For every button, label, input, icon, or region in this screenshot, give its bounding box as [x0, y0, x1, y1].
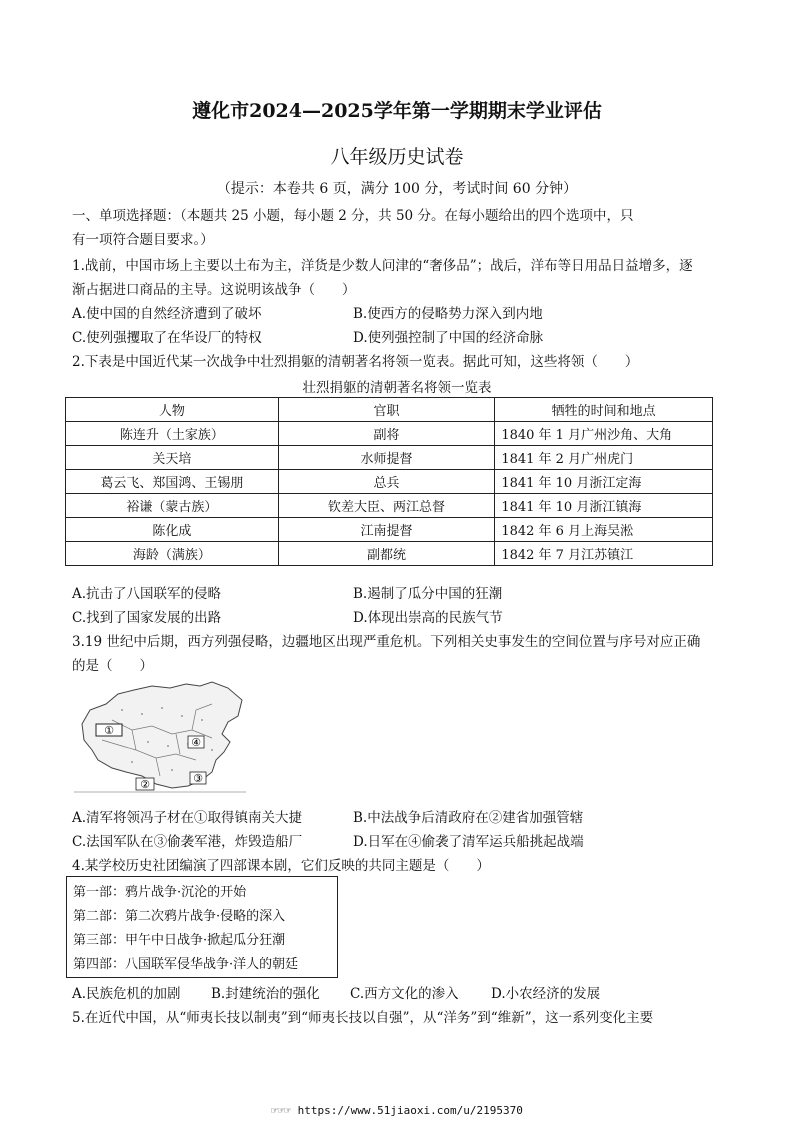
table-cell: 1841 年 10 月浙江镇海: [495, 494, 713, 518]
q1-option-a: A.使中国的自然经济遭到了破坏: [72, 306, 262, 322]
q1-stem-line1: 1.战前，中国市场上主要以土布为主，洋货是少数人问津的“奢侈品”；战后，洋布等日用品日益增多，逐: [72, 258, 693, 274]
q4-part-4: 第四部：八国联军侵华战争·洋人的朝廷: [73, 957, 299, 972]
table-cell: 水师提督: [278, 446, 495, 470]
q2-option-b: B.遏制了瓜分中国的狂潮: [353, 586, 503, 602]
table-cell: 总兵: [278, 470, 495, 494]
table-cell: 1841 年 10 月浙江定海: [495, 470, 713, 494]
table-cell: 钦差大臣、两江总督: [278, 494, 495, 518]
q5-stem-line1: 5.在近代中国，从“师夷长技以制夷”到“师夷长技以自强”，从“洋务”到“维新”，这一系列变化主要: [72, 1010, 654, 1026]
exam-hint: （提示：本卷共 6 页，满分 100 分，考试时间 60 分钟）: [216, 181, 578, 197]
q1-option-b: B.使西方的侵略势力深入到内地: [353, 306, 543, 322]
table-header-cell: 人物: [66, 398, 279, 422]
table-row: [66, 446, 713, 470]
table-cell: 1842 年 6 月上海吴淞: [495, 518, 713, 542]
footer-link[interactable]: ☞☞☞ https://www.51jiaoxi.com/u/2195370: [271, 1104, 523, 1117]
exam-title: [0, 96, 794, 123]
section-heading-line1: 一、单项选择题：（本题共 25 小题，每小题 2 分，共 50 分。在每小题给出的四个选项中，只: [72, 208, 634, 224]
q1-stem-line2: 渐占据进口商品的主导。这说明该战争（ ）: [72, 282, 356, 298]
table-row: [66, 518, 713, 542]
q3-option-b: B.中法战争后清政府在②建省加强管辖: [353, 810, 584, 826]
q4-option-a: A.民族危机的加剧: [72, 986, 181, 1002]
generals-table: [65, 397, 713, 566]
table-header-row: [66, 398, 713, 422]
q2-table-title: 壮烈捐躯的清朝著名将领一览表: [302, 380, 492, 396]
table-cell: 陈化成: [66, 518, 279, 542]
title-years: 2024—2025: [249, 100, 374, 122]
q3-stem-line1: 3.19 世纪中后期，西方列强侵略，边疆地区出现严重危机。下列相关史事发生的空间位置与序号对应正确: [72, 634, 701, 650]
table-header-cell: 牺牲的时间和地点: [495, 398, 713, 422]
table-cell: 海龄（满族）: [66, 542, 279, 566]
table-cell: 裕谦（蒙古族）: [66, 494, 279, 518]
table-cell: 关天培: [66, 446, 279, 470]
exam-subtitle: 八年级历史试卷: [330, 146, 464, 168]
q4-option-c: C.西方文化的渗入: [350, 986, 459, 1002]
map-marker-2: ②: [140, 778, 150, 791]
q2-option-d: D.体现出崇高的民族气节: [353, 610, 503, 626]
table-row: [66, 542, 713, 566]
table-cell: 1840 年 1 月广州沙角、大角: [495, 422, 713, 446]
q3-stem-line2: 的是（ ）: [72, 658, 153, 674]
q2-option-c: C.找到了国家发展的出路: [72, 610, 222, 626]
title-suffix: 学年第一学期期末学业评估: [373, 100, 602, 122]
table-cell: 副将: [278, 422, 495, 446]
table-cell: 1841 年 2 月广州虎门: [495, 446, 713, 470]
q4-part-2: 第二部：第二次鸦片战争·侵略的深入: [73, 909, 286, 924]
table-row: [66, 470, 713, 494]
table-header-cell: 官职: [278, 398, 495, 422]
q4-drama-box: [66, 876, 338, 978]
q2-stem: 2.下表是中国近代某一次战争中壮烈捐躯的清朝著名将领一览表。据此可知，这些将领（ ）: [72, 354, 639, 370]
map-marker-1: ①: [104, 724, 114, 737]
table-cell: 副都统: [278, 542, 495, 566]
table-row: [66, 494, 713, 518]
q3-option-a: A.清军将领冯子材在①取得镇南关大捷: [72, 810, 303, 826]
table-row: [66, 422, 713, 446]
q3-option-c: C.法国军队在③偷袭军港，炸毁造船厂: [72, 834, 303, 850]
table-cell: 江南提督: [278, 518, 495, 542]
table-cell: 陈连升（土家族）: [66, 422, 279, 446]
title-prefix: 遵化市: [192, 100, 250, 122]
china-map-image: [72, 680, 248, 796]
table-cell: 1842 年 7 月江苏镇江: [495, 542, 713, 566]
section-heading-line2: 有一项符合题目要求。）: [72, 232, 214, 248]
q4-stem: 4.某学校历史社团编演了四部课本剧，它们反映的共同主题是（ ）: [72, 858, 490, 874]
q2-option-a: A.抗击了八国联军的侵略: [72, 586, 222, 602]
q1-option-c: C.使列强攫取了在华设厂的特权: [72, 330, 262, 346]
map-marker-4: ④: [191, 736, 201, 749]
table-cell: 葛云飞、郑国鸿、王锡朋: [66, 470, 279, 494]
q4-option-d: D.小农经济的发展: [491, 986, 601, 1002]
q1-option-d: D.使列强控制了中国的经济命脉: [353, 330, 544, 346]
q3-option-d: D.日军在④偷袭了清军运兵船挑起战端: [353, 834, 584, 850]
q4-part-3: 第三部：甲午中日战争·掀起瓜分狂潮: [73, 933, 286, 948]
q4-part-1: 第一部：鸦片战争·沉沦的开始: [73, 885, 247, 900]
q4-option-b: B.封建统治的强化: [211, 986, 320, 1002]
map-marker-3: ③: [193, 772, 203, 785]
